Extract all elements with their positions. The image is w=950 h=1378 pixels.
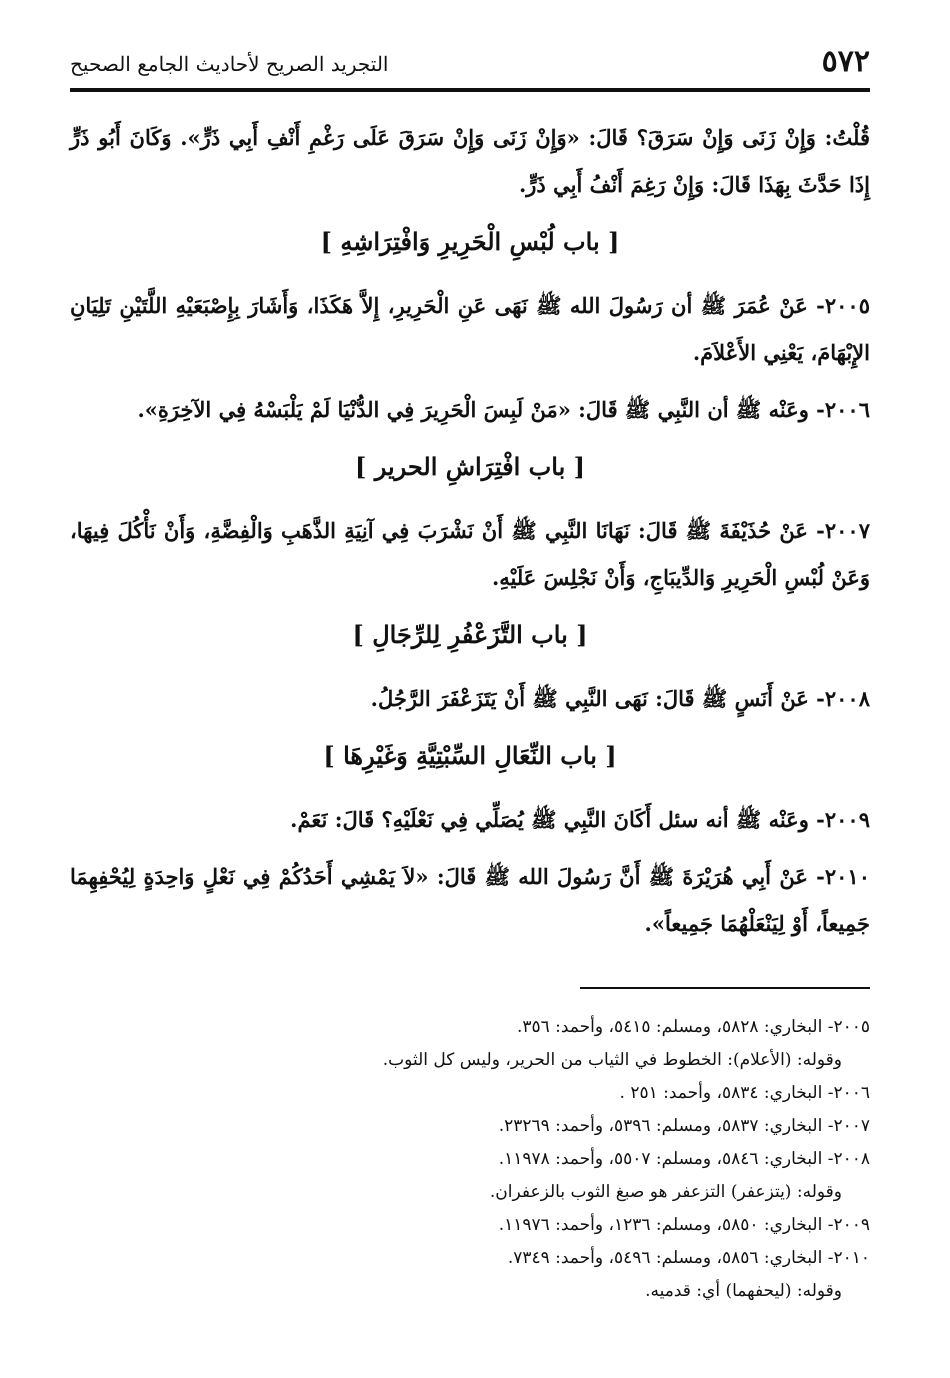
chapter-heading-silk-wearing: [ باب لُبْسِ الْحَرِيرِ وَافْتِرَاشِهِ ] — [320, 227, 620, 256]
page-number: ٥٧٢ — [821, 44, 870, 79]
hadith-2007: ٢٠٠٧- عَنْ حُذَيْفَةَ ﷺ قَالَ: نَهَانَا النَّبِي ﷺ أَنْ نَشْرَبَ فِي آنِيَةِ الذَّهَبِ وَالْفِضَّةِ، وَأَنْ نَأْكُلَ فِيهَا، وَعَنْ لُبْسِ الْحَرِيرِ وَالدِّيبَاجِ، وَأَنْ نَجْلِسَ عَلَيْهِ. — [70, 518, 870, 590]
running-title: التجريد الصريح لأحاديث الجامع الصحيح — [70, 52, 389, 76]
footnote-note-2010: وقوله: (ليحفهما) أي: قدميه. — [645, 1281, 842, 1301]
chapter-heading-silk-spreading: [ باب افْتِرَاشِ الحرير ] — [355, 452, 585, 481]
footnote-rule-wrap — [70, 957, 870, 1011]
hadith-2008: ٢٠٠٨- عَنْ أَنَسٍ ﷺ قَالَ: نَهَى النَّبِي ﷺ أَنْ يَتَزَعْفَرَ الرَّجُلُ. — [370, 686, 870, 711]
footnote-divider — [580, 987, 870, 989]
opening-paragraph: قُلْتُ: وَإِنْ زَنَى وَإِنْ سَرَقَ؟ قَالَ: «وَإِنْ زَنَى وَإِنْ سَرَقَ عَلَى رَغْمِ أَنْفِ أَبِي ذَرٍّ». وَكَانَ أَبُو ذَرٍّ إِذَا حَدَّثَ بِهَذَا قَالَ: وَإِنْ رَغِمَ أَنْفُ أَبِي ذَرٍّ. — [70, 125, 870, 197]
footnote-2009: ٢٠٠٩- البخاري: ٥٨٥٠، ومسلم: ١٢٣٦، وأحمد: ١١٩٧٦. — [498, 1215, 870, 1235]
footnote-2006: ٢٠٠٦- البخاري: ٥٨٣٤، وأحمد: ٢٥١ . — [619, 1083, 870, 1103]
hadith-2010: ٢٠١٠- عَنْ أَبِي هُرَيْرَةَ ﷺ أَنَّ رَسُولَ الله ﷺ قَالَ: «لاَ يَمْشِي أَحَدُكُمْ فِي نَعْلٍ وَاحِدَةٍ لِيُحْفِهِمَا جَمِيعاً، أَوْ لِيَنْعَلْهُمَا جَمِيعاً». — [70, 864, 870, 936]
footnote-2008: ٢٠٠٨- البخاري: ٥٨٤٦، ومسلم: ٥٥٠٧، وأحمد: ١١٩٧٨. — [498, 1149, 870, 1169]
hadith-2005: ٢٠٠٥- عَنْ عُمَرَ ﷺ أن رَسُولَ الله ﷺ نَهَى عَنِ الْحَرِيرِ، إِلاَّ هَكَذَا، وَأَشَارَ بِإِصْبَعَيْهِ اللَّتَيْنِ تَلِيَانِ الإِبْهَامَ، يَعْنِي الأَعْلاَمَ. — [70, 293, 870, 365]
footnote-2007: ٢٠٠٧- البخاري: ٥٨٣٧، ومسلم: ٥٣٩٦، وأحمد: ٢٣٢٦٩. — [498, 1116, 870, 1136]
footnotes — [70, 1011, 870, 1308]
footnote-note-2005: وقوله: (الأعلام): الخطوط في الثياب من الحرير، وليس كل الثوب. — [382, 1050, 842, 1070]
hadith-2009: ٢٠٠٩- وعَنْه ﷺ أنه سئل أَكَانَ النَّبِي ﷺ يُصَلِّي فِي نَعْلَيْهِ؟ قَالَ: نَعَمْ. — [290, 807, 870, 832]
running-header — [70, 38, 870, 92]
footnote-2010: ٢٠١٠- البخاري: ٥٨٥٦، ومسلم: ٥٤٩٦، وأحمد: ٧٣٤٩. — [507, 1248, 870, 1268]
hadith-2006: ٢٠٠٦- وعَنْه ﷺ أن النَّبِي ﷺ قَالَ: «مَنْ لَبِسَ الْحَرِيرَ فِي الدُّنْيَا لَمْ يَلْبَسْهُ فِي الآخِرَةِ». — [137, 397, 870, 422]
book-page — [70, 38, 870, 1348]
main-text — [70, 114, 870, 947]
footnote-note-2008: وقوله: (يتزعفر) التزعفر هو صبغ الثوب بالزعفران. — [489, 1182, 842, 1202]
chapter-heading-saffron: [ باب التَّزَعْفُرِ لِلرِّجَالِ ] — [352, 620, 588, 649]
footnote-2005: ٢٠٠٥- البخاري: ٥٨٢٨، ومسلم: ٥٤١٥، وأحمد: ٣٥٦. — [516, 1017, 870, 1037]
chapter-heading-sandals: [ باب النِّعَالِ السِّبْتِيَّةِ وَغَيْرِهَا ] — [323, 741, 617, 770]
